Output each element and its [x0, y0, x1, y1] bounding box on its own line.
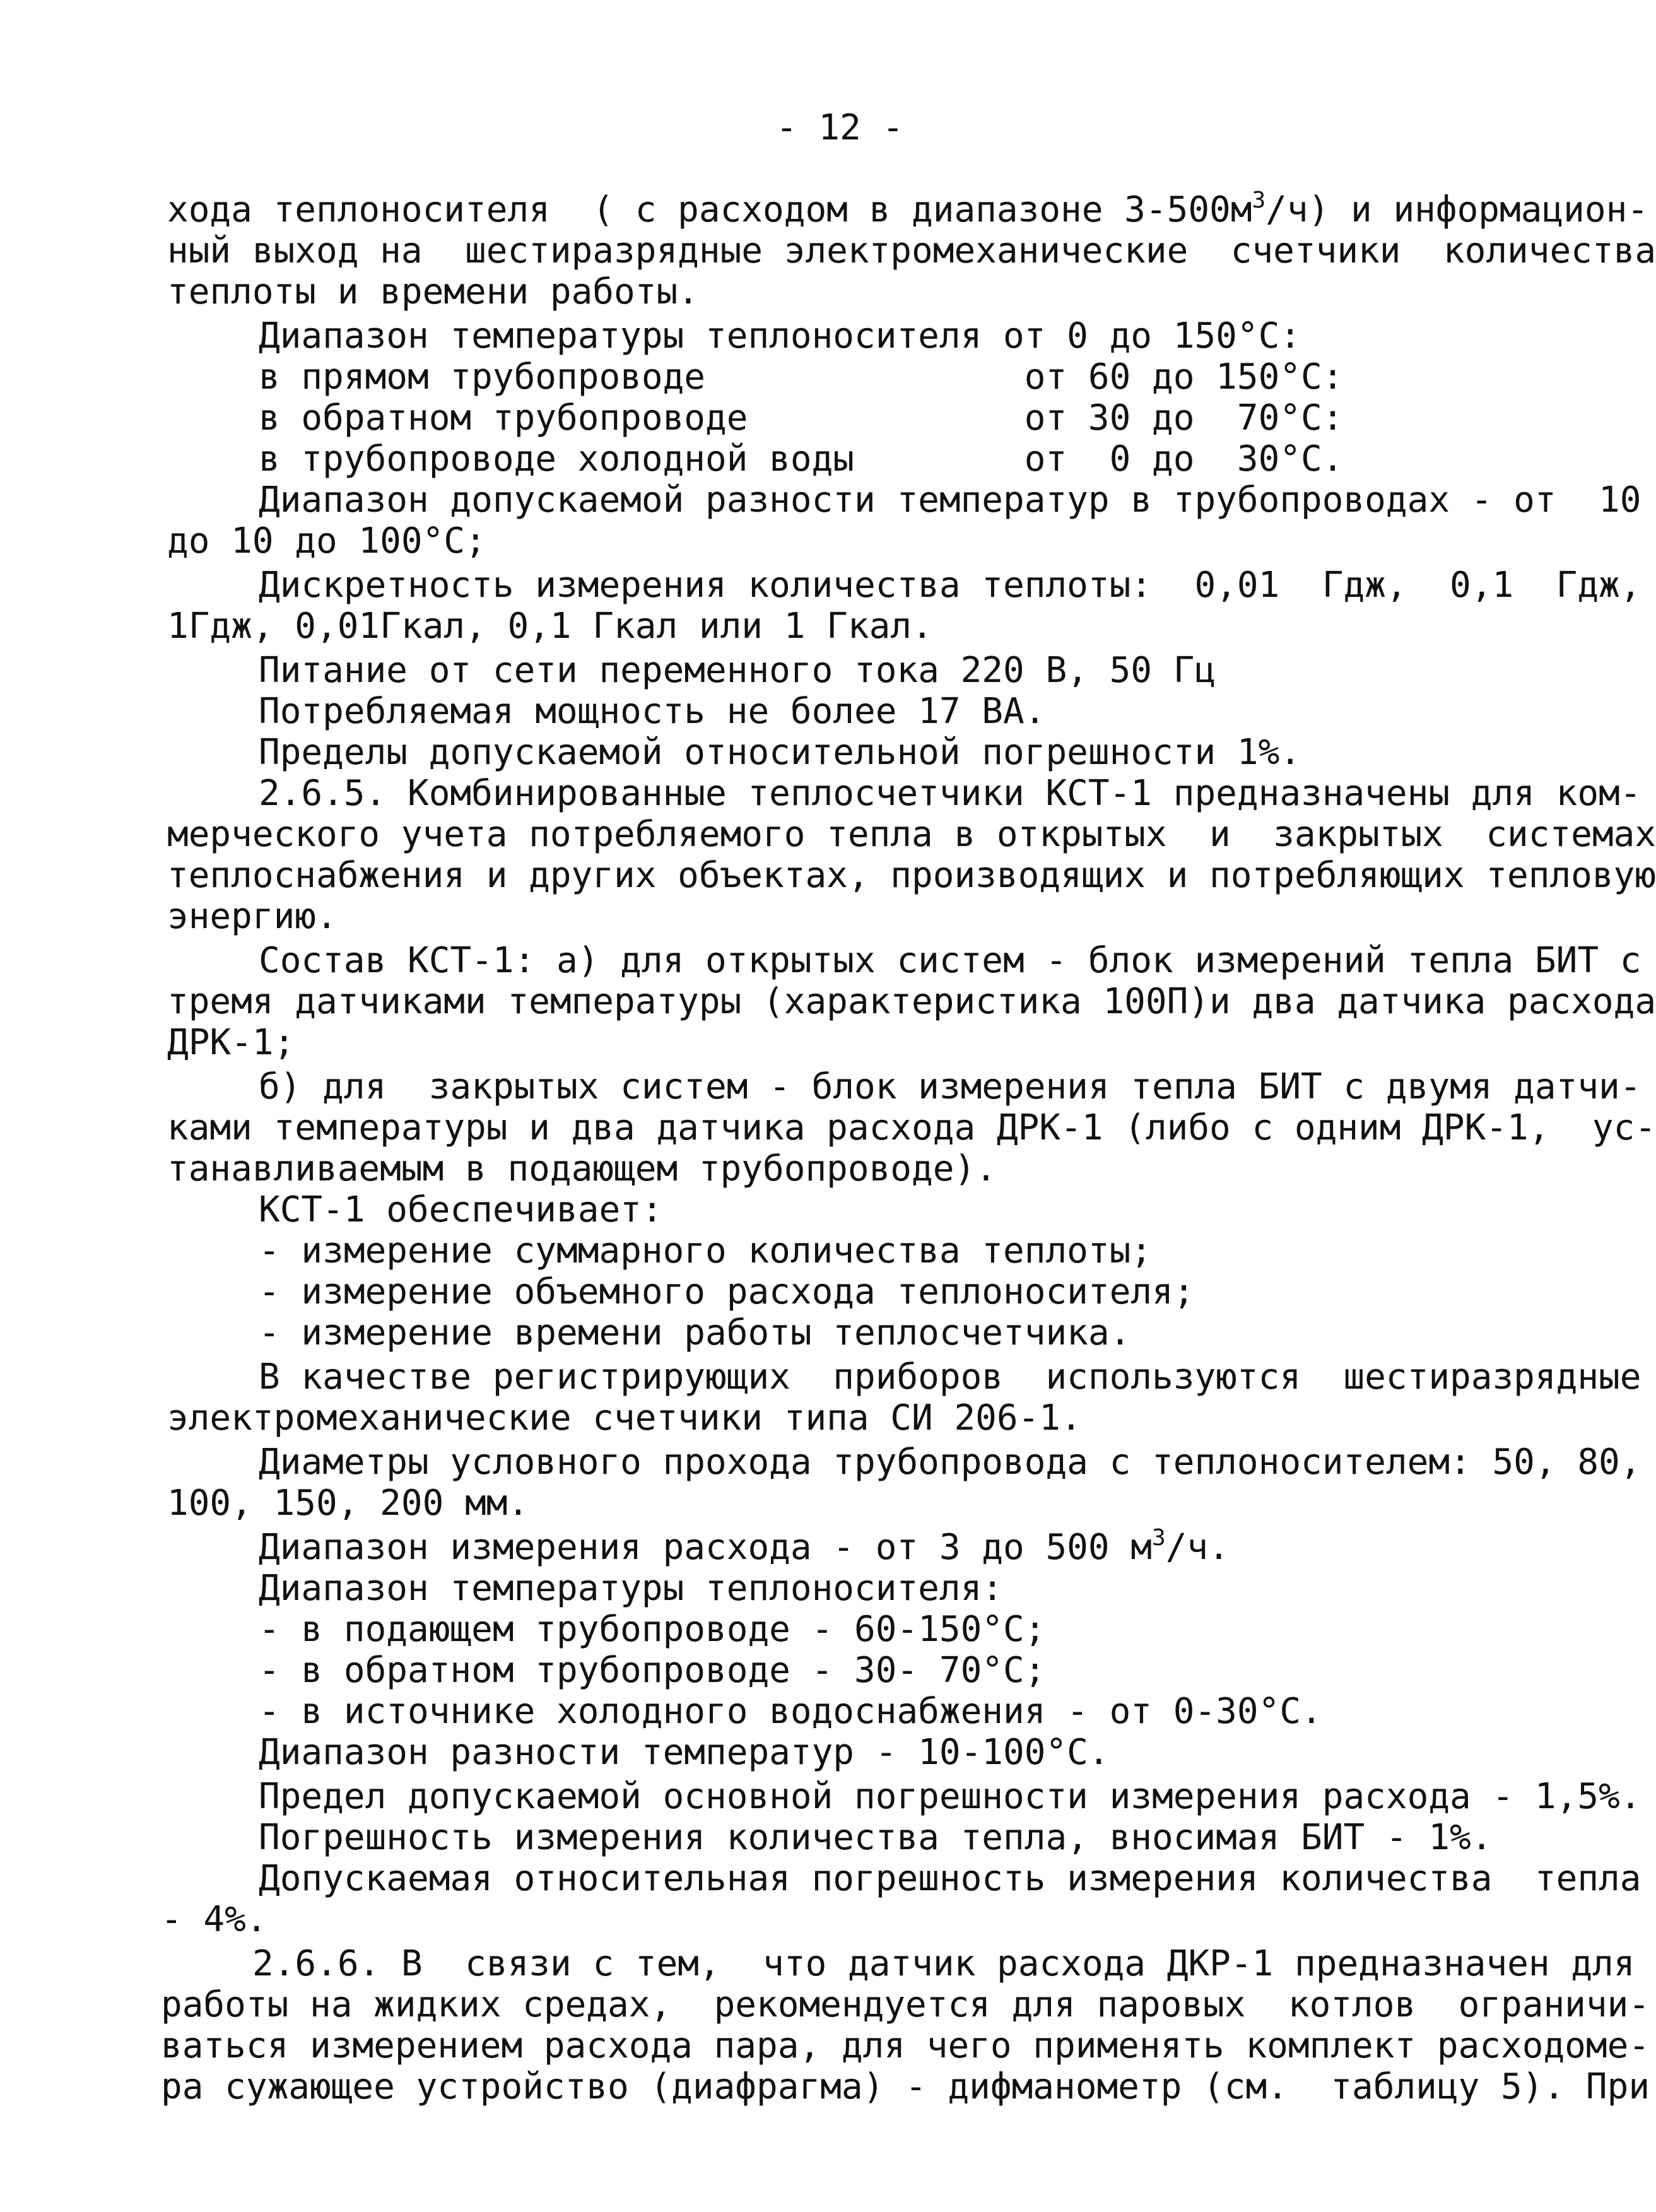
superscript: 3 [1152, 1525, 1166, 1551]
text-line [259, 1817, 1492, 1858]
text-run: Диапазон допускаемой разности температур в трубопроводах - от 10 [259, 479, 1641, 521]
text-run: 2.6.5. Комбинированные теплосчетчики КСТ-1 предназначены для ком- [259, 773, 1641, 814]
text-run: Диаметры условного прохода трубопровода с теплоносителем: 50, 80, [259, 1442, 1641, 1483]
text-run: 2.6.6. В связи с тем, что датчик расхода ДКР-1 предназначен для [252, 1943, 1635, 1984]
text-run: в прямом трубопроводе от 60 до 150°С: [259, 356, 1344, 397]
text-line [259, 1356, 1641, 1397]
text-line [161, 2025, 1650, 2066]
text-run: ваться измерением расхода пара, для чего применять комплект расходоме- [161, 2025, 1650, 2066]
text-run: В качестве регистрирующих приборов используются шестиразрядные [259, 1356, 1641, 1397]
text-line [259, 1691, 1322, 1732]
text-run: - измерение времени работы теплосчетчика. [259, 1312, 1131, 1353]
text-run: электромеханические счетчики типа СИ 206-1. [167, 1397, 1082, 1438]
text-line [259, 1650, 1045, 1691]
text-run: Погрешность измерения количества тепла, вносимая БИТ - 1%. [259, 1817, 1493, 1858]
text-run: Дискретность измерения количества теплоты: 0,01 Гдж, 0,1 Гдж, [259, 565, 1641, 606]
text-line [259, 1858, 1641, 1899]
text-line [259, 356, 1343, 397]
text-run: энергию. [167, 896, 338, 937]
text-run: ра сужающее устройство (диафрагма) - дифманометр (см. таблицу 5). При [161, 2066, 1650, 2107]
text-line [259, 650, 1216, 691]
text-run: ками температуры и два датчика расхода ДРК-1 (либо с одним ДРК-1, ус- [167, 1107, 1656, 1148]
text-line [161, 1899, 267, 1940]
text-run: 1Гдж, 0,01Гкал, 0,1 Гкал или 1 Гкал. [167, 606, 933, 647]
text-run: Предел допускаемой основной погрешности измерения расхода - 1,5%. [259, 1776, 1641, 1817]
text-run: тремя датчиками температуры (характеристика 100П)и два датчика расхода [167, 981, 1656, 1022]
text-line [259, 1568, 1003, 1609]
text-run: - в обратном трубопроводе - 30- 70°С; [259, 1650, 1046, 1691]
text-run: /ч) и информацион- [1265, 189, 1649, 230]
text-run: 100, 150, 200 мм. [167, 1483, 529, 1524]
text-line [259, 1732, 1110, 1773]
text-line [167, 521, 486, 562]
text-run: танавливаемым в подающем трубопроводе). [167, 1148, 997, 1189]
text-line [167, 814, 1656, 855]
text-line [167, 1397, 1082, 1438]
text-run: до 10 до 100°С; [167, 521, 486, 562]
text-line [167, 1107, 1656, 1148]
text-line [259, 773, 1641, 814]
text-run: Допускаемая относительная погрешность измерения количества тепла [259, 1858, 1641, 1899]
superscript: 3 [1252, 187, 1266, 213]
text-line [259, 691, 1045, 732]
text-line [259, 438, 1343, 479]
text-line [161, 2066, 1650, 2107]
text-run: Потребляемая мощность не более 17 ВА. [259, 691, 1046, 732]
text-line [259, 1609, 1045, 1650]
text-run: Диапазон измерения расхода - от 3 до 500 м [259, 1527, 1153, 1568]
text-run: Диапазон температуры теплоносителя: [259, 1568, 1004, 1609]
text-line [167, 855, 1656, 896]
text-run: Пределы допускаемой относительной погрешности 1%. [259, 732, 1301, 773]
text-run: в обратном трубопроводе от 30 до 70°С: [259, 397, 1344, 438]
text-run: - в источнике холодного водоснабжения - от 0-30°С. [259, 1691, 1322, 1732]
text-line [259, 1066, 1641, 1107]
text-line [252, 1943, 1635, 1984]
text-run: в трубопроводе холодной воды от 0 до 30°С. [259, 438, 1344, 479]
text-run: ДРК-1; [167, 1022, 295, 1063]
text-line [259, 315, 1301, 356]
page-number: - 12 - [776, 107, 904, 148]
text-line [259, 1189, 663, 1230]
text-line [259, 1442, 1641, 1483]
text-run: /ч. [1165, 1527, 1230, 1568]
text-run: хода теплоносителя ( с расходом в диапазоне 3-500м [167, 189, 1252, 230]
text-line [259, 397, 1343, 438]
text-run: КСТ-1 обеспечивает: [259, 1189, 663, 1230]
text-run: Состав КСТ-1: а) для открытых систем - блок измерений тепла БИТ с [259, 940, 1641, 981]
text-line [259, 479, 1641, 521]
text-run: теплоты и времени работы. [167, 271, 699, 312]
text-run: Диапазон температуры теплоносителя от 0 до 150°С: [259, 315, 1301, 356]
text-run: Питание от сети переменного тока 220 В, 50 Гц [259, 650, 1216, 691]
text-run: - в подающем трубопроводе - 60-150°С; [259, 1609, 1046, 1650]
text-run: - 4%. [161, 1899, 267, 1940]
text-line [259, 565, 1641, 606]
text-line [259, 732, 1301, 773]
text-line [167, 981, 1656, 1022]
text-line [259, 1230, 1152, 1271]
text-line [161, 1984, 1650, 2025]
text-run: Диапазон разности температур - 10-100°С. [259, 1732, 1110, 1773]
text-line [167, 271, 699, 312]
text-run: - измерение объемного расхода теплоносителя; [259, 1271, 1195, 1312]
text-line [259, 1271, 1194, 1312]
text-line [259, 1527, 1230, 1568]
text-line [167, 896, 338, 937]
text-run: мерческого учета потребляемого тепла в открытых и закрытых системах [167, 814, 1656, 855]
text-line [259, 940, 1641, 981]
text-line [167, 1148, 997, 1189]
text-run: теплоснабжения и других объектах, производящих и потребляющих тепловую [167, 855, 1656, 896]
text-line [167, 230, 1656, 271]
text-run: б) для закрытых систем - блок измерения тепла БИТ с двумя датчи- [259, 1066, 1641, 1107]
text-line [167, 1483, 529, 1524]
text-line [167, 187, 1649, 230]
text-line [167, 606, 933, 647]
text-run: - измерение суммарного количества теплоты; [259, 1230, 1153, 1271]
text-line [167, 1022, 295, 1063]
text-line [259, 1312, 1130, 1353]
text-line [259, 1776, 1641, 1817]
text-run: ный выход на шестиразрядные электромеханические счетчики количества [167, 230, 1656, 271]
text-run: работы на жидких средах, рекомендуется для паровых котлов ограничи- [161, 1984, 1650, 2025]
